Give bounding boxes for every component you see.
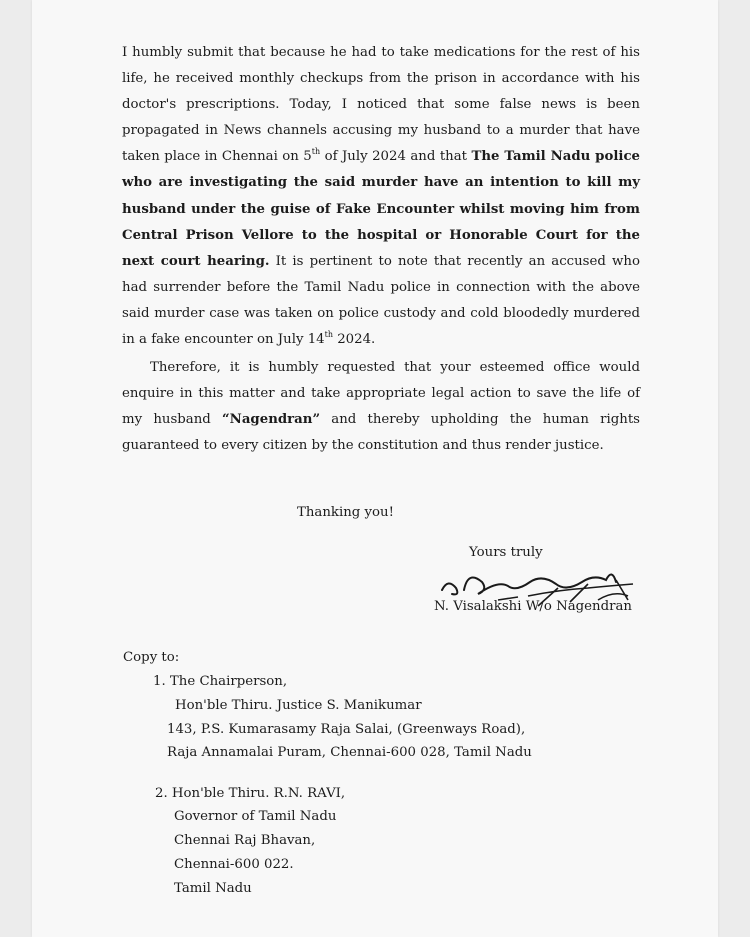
body-paragraph-2 (122, 355, 640, 459)
recipient-2-line-4: Chennai-600 022. (174, 857, 294, 872)
body-paragraph-1 (122, 40, 640, 353)
recipient-1-line-1: 1. The Chairperson, (153, 674, 288, 689)
recipient-2-line-1: 2. Hon'ble Thiru. R.N. RAVI, (155, 786, 346, 801)
recipient-1-line-3: 143, P.S. Kumarasamy Raja Salai, (Greenways Road), (167, 722, 526, 737)
text-run: of July 2024 and that (320, 149, 472, 165)
sender-name: N. Visalakshi W/o Nagendran (434, 599, 632, 614)
text-run: Therefore, it is humbly requested that your esteemed office would enquire in this matter and take appropriate legal action to save the life of my husband (122, 360, 640, 428)
emphasized-text: The Tamil Nadu police who are investigating the said murder have an intention to kill my husband under the guise of Fake Encounter whilst moving him from Central Prison Vellore to the hospital or Honorable Court for the next court hearing. (122, 149, 640, 269)
text-run: I humbly submit that because he had to take medications for the rest of his life, he received monthly checkups from the prison in accordance with his doctor's prescriptions. Today, I noticed that some false news is been propagated in News channels accusing my husband to a murder that have taken place in Chennai on 5 (122, 45, 640, 165)
recipient-1-line-2: Hon'ble Thiru. Justice S. Manikumar (175, 698, 422, 713)
recipient-1-line-4: Raja Annamalai Puram, Chennai-600 028, Tamil Nadu (167, 745, 532, 760)
ordinal-suffix: th (324, 330, 333, 340)
closing-line: Yours truly (469, 545, 543, 560)
text-run: 2024. (332, 332, 376, 348)
emphasized-text: “Nagendran” (222, 412, 321, 428)
recipient-2-line-3: Chennai Raj Bhavan, (174, 833, 316, 848)
recipient-2-line-5: Tamil Nadu (174, 881, 252, 896)
copy-to-heading: Copy to: (123, 650, 180, 665)
recipient-2-line-2: Governor of Tamil Nadu (174, 809, 337, 824)
ordinal-suffix: th (311, 147, 321, 157)
thanks-line: Thanking you! (297, 505, 394, 520)
text-run: and thereby upholding the human rights guaranteed to every citizen by the constitution and thus render justice. (122, 412, 640, 454)
text-run: It is pertinent to note that recently an accused who had surrender before the Tamil Nadu police in connection with the above said murder case was taken on police custody and cold bloodedly murdered in a fake encounter on July 14 (122, 253, 640, 348)
